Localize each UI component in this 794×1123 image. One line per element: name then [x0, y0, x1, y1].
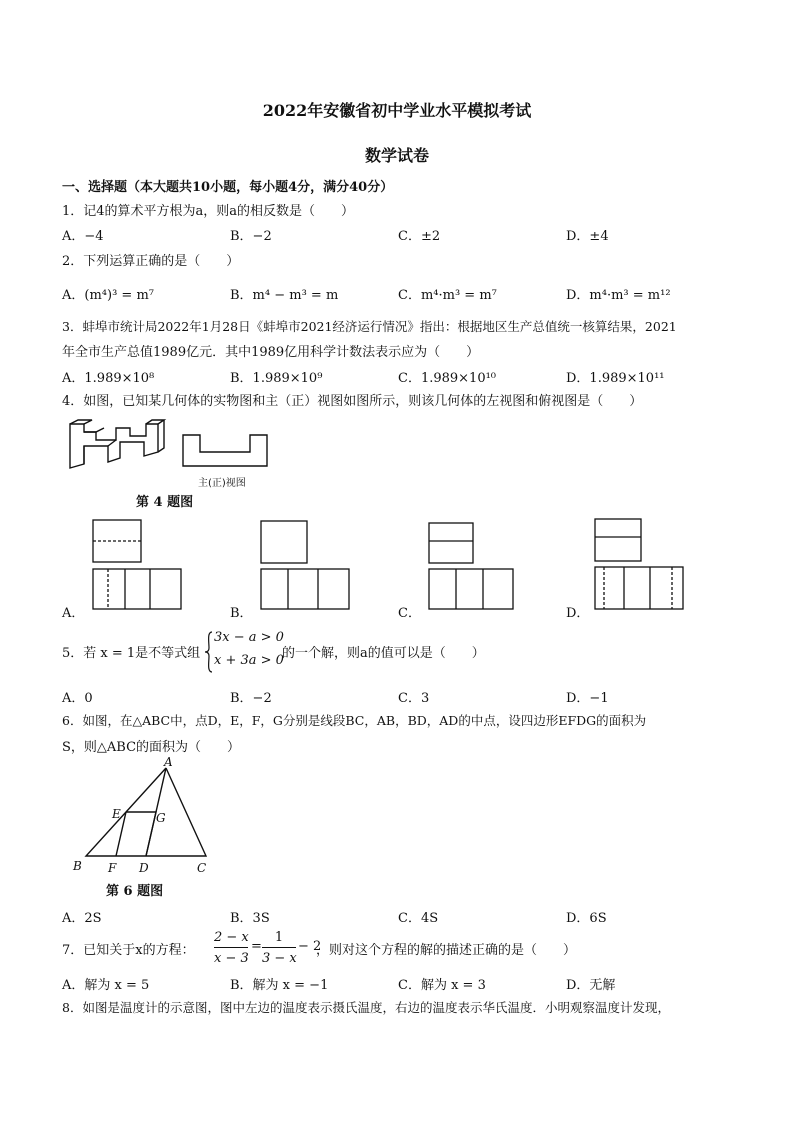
question-3-stem-line1: 3．蚌埠市统计局2022年1月28日《蚌埠市2021经济运行情况》指出：根据地区生产总值统一核算结果，2021 [62, 319, 677, 334]
q5-option-a: A．0 [62, 691, 93, 706]
q6-point-d-label: D [139, 861, 149, 875]
q2-option-a: A．(m⁴)³ = m⁷ [62, 288, 154, 303]
q1-option-b: B．−2 [230, 229, 272, 244]
question-5-stem-post: 的一个解，则a的值可以是（ ） [282, 646, 485, 661]
q4-option-b-label: B． [230, 606, 253, 621]
q7-fraction-1-bar [214, 947, 248, 948]
q5-inequality-1: 3x − a > 0 [214, 630, 284, 645]
q2-option-c: C．m⁴·m³ = m⁷ [398, 288, 497, 303]
section-heading: 一、选择题（本大题共10小题，每小题4分，满分40分） [62, 180, 394, 195]
q6-point-g-label: G [156, 811, 166, 825]
q6-point-f-label: F [108, 861, 117, 875]
q6-option-a: A．2S [62, 911, 102, 926]
q4-option-d-label: D． [566, 606, 590, 621]
q6-point-c-label: C [197, 861, 207, 875]
q7-option-c: C．解为 x = 3 [398, 978, 486, 993]
q4-option-b-figure [258, 519, 354, 611]
q2-option-d: D．m⁴·m³ = m¹² [566, 288, 671, 303]
q7-equals: = [251, 939, 262, 954]
q6-triangle-figure [66, 755, 216, 883]
q3-option-c: C．1.989×10¹⁰ [398, 371, 497, 386]
question-6-stem-line1: 6．如图，在△ABC中，点D，E，F，G分别是线段BC，AB，BD，AD的中点，设四边形EFDG的面积为 [62, 713, 647, 728]
q7-fraction-2-bar [262, 947, 296, 948]
question-1-stem: 1．记4的算术平方根为a，则a的相反数是（ ） [62, 204, 355, 219]
q7-option-b: B．解为 x = −1 [230, 978, 329, 993]
q7-option-a: A．解为 x = 5 [62, 978, 150, 993]
q3-option-b: B．1.989×10⁹ [230, 371, 323, 386]
q6-option-b: B．3S [230, 911, 270, 926]
q4-solid-figure [60, 418, 180, 474]
exam-title: 2022年安徽省初中学业水平模拟考试 [262, 101, 532, 120]
q4-option-c-label: C． [398, 606, 421, 621]
question-7-stem-post: ，则对这个方程的解的描述正确的是（ ） [316, 943, 577, 958]
q7-fraction-1-numerator: 2 − x [214, 930, 249, 945]
q6-option-c: C．4S [398, 911, 439, 926]
q7-tail: − 2 [298, 939, 322, 954]
q3-option-a: A．1.989×10⁸ [62, 371, 155, 386]
q7-fraction-2-numerator: 1 [274, 930, 284, 945]
question-4-stem: 4．如图，已知某几何体的实物图和主（正）视图如图所示，则该几何体的左视图和俯视图是（ ） [62, 394, 643, 409]
q5-inequality-2: x + 3a > 0 [214, 653, 284, 668]
exam-subtitle: 数学试卷 [364, 146, 429, 165]
q6-point-a-label: A [164, 755, 173, 769]
q4-front-view [180, 432, 272, 472]
q3-option-d: D．1.989×10¹¹ [566, 371, 665, 386]
q4-option-a-label: A． [62, 606, 85, 621]
question-3-stem-line2: 年全市生产总值1989亿元．其中1989亿用科学计数法表示应为（ ） [62, 345, 480, 360]
q1-option-c: C．±2 [398, 229, 441, 244]
q5-option-b: B．−2 [230, 691, 272, 706]
q5-option-d: D．−1 [566, 691, 609, 706]
q2-option-b: B．m⁴ − m³ = m [230, 288, 339, 303]
q5-option-c: C．3 [398, 691, 430, 706]
q4-figure-caption: 第 4 题图 [136, 495, 194, 510]
question-8-stem: 8．如图是温度计的示意图，图中左边的温度表示摄氏温度，右边的温度表示华氏温度．小明观察温度计发现， [62, 1000, 670, 1015]
question-7-stem-pre: 7．已知关于x的方程： [62, 943, 195, 958]
q7-fraction-1-denominator: x − 3 [214, 951, 249, 966]
question-5-stem-pre: 5．若 x = 1是不等式组 [62, 646, 201, 661]
q4-option-d-figure [592, 517, 688, 611]
q4-front-view-label: 主(正)视图 [198, 478, 246, 489]
q6-point-b-label: B [73, 859, 82, 873]
q1-option-d: D．±4 [566, 229, 609, 244]
q6-point-e-label: E [112, 807, 121, 821]
q6-option-d: D．6S [566, 911, 607, 926]
question-2-stem: 2．下列运算正确的是（ ） [62, 254, 240, 269]
question-6-stem-line2: S，则△ABC的面积为（ ） [62, 740, 241, 755]
q7-option-d: D．无解 [566, 978, 616, 993]
q5-brace [204, 630, 214, 674]
q4-option-c-figure [426, 519, 522, 611]
q6-figure-caption: 第 6 题图 [106, 884, 164, 899]
q7-fraction-2-denominator: 3 − x [262, 951, 297, 966]
q4-option-a-figure [90, 519, 186, 611]
q1-option-a: A．−4 [62, 229, 104, 244]
